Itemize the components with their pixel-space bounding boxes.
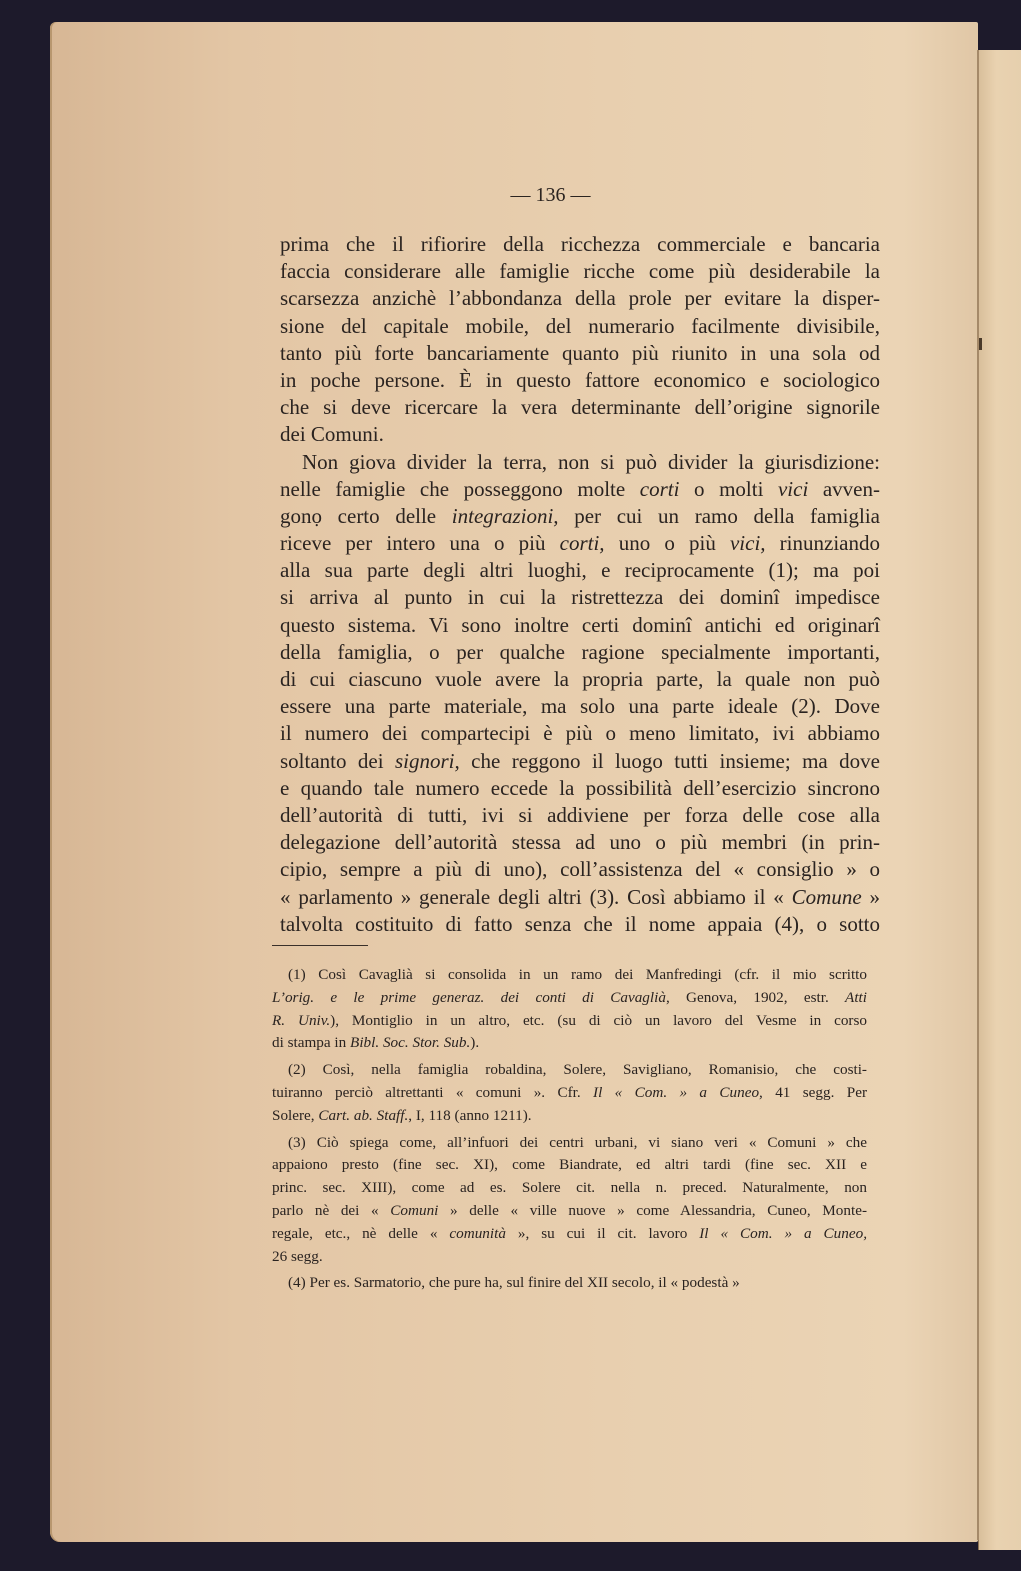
- italic-title: Comuni: [390, 1201, 439, 1219]
- text-run: tuiranno perciò altrettanti « comuni ». Cfr.: [272, 1083, 594, 1101]
- footnote-line: [272, 1200, 867, 1223]
- text-line: prima che il rifiorire della ricchezza commerciale e bancaria: [280, 232, 880, 256]
- text-line: tanto più forte bancariamente quanto più riunito in una sola od: [280, 340, 880, 365]
- text-line: il numero dei compartecipi è più o meno limitato, ivi abbiamo: [280, 721, 880, 746]
- footnotes: [272, 964, 867, 1295]
- text-line: della famiglia, o per qualche ragione specialmente importanti,: [280, 639, 880, 664]
- text-run: che reggono il luogo tutti insieme; ma dove: [459, 748, 880, 773]
- footnote-line: [272, 1223, 867, 1246]
- text-line: [280, 884, 880, 911]
- text-line: essere una parte materiale, ma solo una parte ideale (2). Dove: [280, 694, 880, 719]
- text-run: nelle famiglie che posseggono molte: [280, 476, 640, 501]
- text-run: per cui un ramo della famiglia: [558, 503, 880, 528]
- italic-title: Il « Com. » a Cuneo: [593, 1083, 760, 1101]
- text-line: in poche persone. È in questo fattore economico e sociologico: [280, 367, 880, 392]
- text-run: avven-: [808, 476, 880, 501]
- adjacent-page-edge: [978, 50, 1021, 1550]
- italic-title: Il « Com. » a Cuneo,: [699, 1224, 867, 1242]
- text-line: si arriva al punto in cui la ristrettezza dei dominî impedisce: [280, 585, 880, 610]
- text-run: uno o più: [604, 531, 730, 556]
- footnote-line: appaiono presto (fine sec. XI), come Biandrate, ed altri tardi (fine sec. XII e: [272, 1156, 867, 1174]
- italic-term: vici,: [729, 531, 766, 556]
- italic-term: integrazioni,: [451, 503, 559, 528]
- text-line: di cui ciascuno vuole avere la propria parte, la quale non può: [280, 667, 880, 691]
- text-line: questo sistema. Vi sono inoltre certi dominî antichi ed originarî: [280, 612, 880, 637]
- text-run: »: [861, 884, 881, 909]
- text-line: dei Comuni.: [280, 422, 384, 447]
- italic-term: vici: [777, 476, 809, 501]
- text-run: », su cui il cit. lavoro: [505, 1224, 700, 1242]
- text-line: cipio, sempre a più di uno), coll’assistenza del « consiglio » o: [280, 857, 880, 882]
- footnote-line: [272, 1105, 867, 1128]
- italic-title: Bibl. Soc. Stor. Sub.: [350, 1034, 471, 1052]
- footnote-line: 26 segg.: [272, 1247, 323, 1265]
- text-line: alla sua parte degli altri luoghi, e reciprocamente (1); ma poi: [280, 558, 880, 583]
- text-line: scarsezza anzichè l’abbondanza della prole per evitare la disper-: [280, 286, 880, 311]
- footnote-line: princ. sec. XIII), come ad es. Solere cit. nella n. preced. Naturalmente, non: [272, 1179, 867, 1197]
- text-line: delegazione dell’autorità stessa ad uno o più membri (in prin-: [280, 830, 880, 855]
- margin-mark: [979, 338, 982, 350]
- footnote-separator: [272, 945, 368, 946]
- text-line: [280, 503, 880, 530]
- text-run: , Genova, 1902, estr.: [665, 988, 846, 1006]
- text-line: e quando tale numero eccede la possibilità dell’esercizio sincrono: [280, 775, 880, 800]
- text-run: o molti: [679, 476, 778, 501]
- text-line: Non giova divider la terra, non si può divider la giurisdizione:: [302, 449, 880, 474]
- text-line: sione del capitale mobile, del numerario facilmente divisibile,: [280, 313, 880, 338]
- footnote-line: [272, 1082, 867, 1105]
- text-run: soltanto dei: [280, 748, 395, 773]
- text-run: gonọ certo delle: [280, 503, 452, 528]
- main-text: [280, 231, 880, 938]
- footnote-line: (4) Per es. Sarmatorio, che pure ha, sul finire del XII secolo, il « podestà »: [288, 1274, 740, 1292]
- text-run: ), Montiglio in un altro, etc. (su di ciò un lavoro del Vesme in corso: [330, 1011, 867, 1029]
- text-line: dell’autorità di tutti, ivi si addiviene per forza delle cose alla: [280, 802, 880, 827]
- italic-title: comunità: [449, 1224, 506, 1242]
- text-run: « parlamento » generale degli altri (3). Così abbiamo il «: [280, 884, 792, 909]
- text-run: regale, etc., nè delle «: [272, 1224, 450, 1242]
- italic-title: Cart. ab. Staff.: [318, 1106, 409, 1124]
- text-run: ).: [470, 1034, 480, 1052]
- text-line: talvolta costituito di fatto senza che il nome appaia (4), o sotto: [280, 911, 880, 936]
- text-line: [280, 476, 880, 503]
- footnote-line: (3) Ciò spiega come, all’infuori dei centri urbani, vi siano veri « Comuni » che: [288, 1133, 867, 1151]
- italic-term: corti,: [559, 531, 605, 556]
- italic-title: Atti: [845, 988, 867, 1006]
- text-run: » delle « ville nuove » come Alessandria, Cuneo, Monte-: [438, 1201, 867, 1219]
- text-line: [280, 748, 880, 775]
- footnote-line: [272, 1032, 867, 1055]
- text-run: riceve per intero una o più: [280, 531, 560, 556]
- text-line: che si deve ricercare la vera determinante dell’origine signorile: [280, 395, 880, 420]
- text-line: faccia considerare alle famiglie ricche come più desiderabile la: [280, 259, 880, 284]
- text-run: rinunziando: [765, 531, 880, 556]
- page-gutter: [977, 50, 979, 1540]
- italic-term: signori,: [394, 748, 460, 773]
- footnote-line: [272, 1010, 867, 1033]
- italic-term: Comune: [791, 884, 862, 909]
- text-run: Solere,: [272, 1106, 319, 1124]
- text-run: di stampa in: [272, 1034, 351, 1052]
- text-line: [280, 530, 880, 557]
- page-number: — 136 —: [510, 184, 591, 206]
- footnote-line: (2) Così, nella famiglia robaldina, Solere, Savigliano, Romanisio, che costi-: [288, 1061, 867, 1079]
- footnote-line: [272, 987, 867, 1010]
- italic-title: L’orig. e le prime generaz. dei conti di Cavaglià: [272, 988, 666, 1006]
- footnote-line: (1) Così Cavaglià si consolida in un ramo dei Manfredingi (cfr. il mio scritto: [288, 966, 867, 983]
- text-run: , I, 118 (anno 1211).: [408, 1106, 532, 1124]
- italic-term: corti: [639, 476, 680, 501]
- italic-title: R. Univ.: [272, 1011, 331, 1029]
- text-run: , 41 segg. Per: [759, 1083, 867, 1101]
- text-run: parlo nè dei «: [272, 1201, 391, 1219]
